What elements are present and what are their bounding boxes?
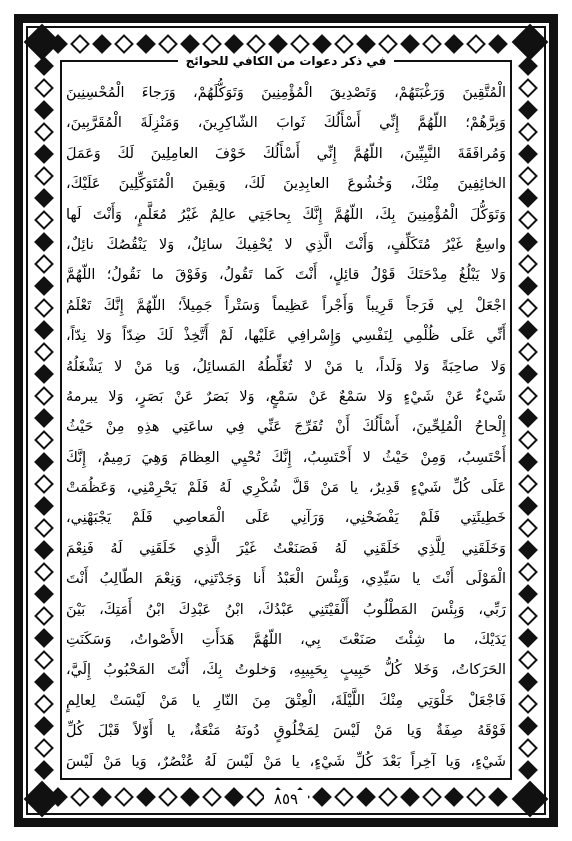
text-line: إِلْحاحُ الْمُلِحِّينَ، أَسْأَلُكَ أَنْ تُفَرِّجَ عَنِّي فِي ساعَتِي هذِهِ مِنْ حَيْثُ [66,419,506,436]
border-ornament [34,320,54,340]
text-line: الْمُتَّقِينَ وَرَغْبَتَهُمْ، وَتَصْدِيقَ الْمُؤْمِنِينَ وَتَوَكُّلَهُمْ، وَرَجاءَ الْمُحْسِنِينَ [66,85,506,101]
text-line: عَلَى كُلِّ شَيْءٍ قَدِيرٌ، يا مَنْ قَلَّ شُكْرِي لَهُ فَلَمْ يَحْرِمْنِي، وَعَظُمَتْ [66,480,506,497]
border-ornament [34,364,54,384]
border-ornament [518,210,538,230]
border-ornament [518,650,538,670]
text-line: شَيْءٌ عَنْ شَيْءٍ وَلا سَمْعٌ عَنْ سَمْعٍ، وَلا بَصَرٌ عَنْ بَصَرٍ، وَلا يبرمهُ [66,388,506,405]
border-ornament [518,430,538,450]
border-ornament [518,452,538,472]
border-ornament [34,760,54,780]
text-line: فَاجْعَلْ خَلْوَتِي مِنْكَ اللَّيْلَةَ، الْعِتْقَ مِنَ النّارِ يا مَنْ لَيْسَتْ لِعالِمٍ [66,692,506,709]
border-ornament [518,584,538,604]
page-number: ٨٥٩ [264,790,308,808]
text-line: خَطِيئَتِي فَلَمْ يَفْضَحْنِي، وَرَآنِي عَلَى الْمَعاصِي فَلَمْ يَجْبَهْنِي، [66,510,506,527]
border-ornament [34,452,54,472]
border-ornament [34,628,54,648]
text-line: اجْعَلْ لِي فَرَجاً قَرِيباً وَأَجْراً عَظِيماً وَسَتْراً جَمِيلاً؛ اللّهُمَّ إِنَّكَ تَعْلَمُ [66,297,506,314]
body-text [66,78,506,778]
border-ornament [34,100,54,120]
text-line: أَنِّي عَلَى ظُلْمِي لِنَفْسِي وَإِسْرافِي عَلَيْها، لَمْ أَتَّخِذْ لَكَ ضِدّاً وَلا نِدّاً، [66,328,506,345]
border-ornament [34,430,54,450]
border-ornament [34,210,54,230]
border-ornament [34,562,54,582]
border-ornament [34,496,54,516]
border-ornament [518,188,538,208]
border-ornament [34,650,54,670]
border-ornament [518,518,538,538]
border-ornament [518,540,538,560]
border-ornament [518,276,538,296]
border-ornament [34,78,54,98]
border-ornament [34,188,54,208]
border-ornament [518,408,538,428]
text-line: وَخَلَقَنِي لِلَّذِي خَلَقَنِي لَهُ فَصَنَعْتُ غَيْرَ الَّذِي خَلَقَنِي لَهُ فَنِعْمَ [66,540,506,557]
border-ornament [34,716,54,736]
border-ornament [518,298,538,318]
border-ornament [518,760,538,780]
text-line: رَبِّي، وَبِئْسَ المَطْلُوبُ أَلْفَيْتَنِي عَبْدُكَ، ابْنُ عَبْدِكَ ابْنُ أَمَتِكَ، بَيْنَ [66,601,506,618]
border-ornament [518,738,538,758]
text-line: وَمُرافَقَةَ النَّبِيِّينَ، اللّهُمَّ إِنِّي أَسْأَلُكَ خَوْفَ العامِلِينَ لَكَ وَعَمَلَ [66,145,506,162]
text-line: وَتَوَكُّلَ الْمُؤْمِنِينَ بِكَ، اللّهُمَّ إِنَّكَ بِحاجَتِي عالِمٌ غَيْرُ مُعَلَّمٍ، وَأَنْتَ لَها [66,206,506,223]
border-ornament [34,232,54,252]
border-ornament [34,408,54,428]
border-ornament [518,672,538,692]
border-ornament [34,144,54,164]
border-ornament [518,78,538,98]
border-ornament [518,254,538,274]
text-line: الخائِفِينَ مِنْكَ، وَخُشُوعَ العابِدِينَ لَكَ، وَيقِينَ الْمُتَوَكِّلِينَ عَلَيْكَ، [66,176,506,193]
text-line: وَلا صاحِبَةً وَلا وَلَداً، يا مَنْ لا تُغَلِّطُهُ المَسائِلُ، وَيا مَنْ لا يَشْغَلُهُ [66,358,506,375]
border-ornament [34,540,54,560]
border-ornament [34,298,54,318]
text-line: الْمَوْلَى أَنْتَ يا سَيِّدِي، وَبِئْسَ الْعَبْدُ أَنا وَجَدْتَنِي، وَنِعْمَ الطّالِبُ أَنْتَ [66,571,506,588]
border-ornament [518,100,538,120]
border-ornament [34,518,54,538]
border-ornament [518,122,538,142]
border-ornament [518,606,538,626]
text-line: شَيْءٍ، وَيا آخِراً بَعْدَ كُلِّ شَيْءٍ، يا مَنْ لَيْسَ لَهُ عُنْصُرٌ، وَيا مَنْ لَيْسَ [66,753,506,770]
text-line: الحَرَكاتُ، وَخَلا كُلُّ حَبِيبٍ بِحَبِيبِهِ، وَخلوتُ بِكَ، أَنْتَ المَحْبُوبُ إِلَيَّ، [66,662,506,679]
border-ornament [34,166,54,186]
border-ornament [518,386,538,406]
border-ornament [518,694,538,714]
text-line: واسِعٌ غَيْرُ مُتَكَلِّفٍ، وَأَنْتَ الَّذِي لا يُحْفِيكَ سائِلٌ، وَلا يَنْقُصُكَ نائِلٌ، [66,236,506,253]
border-ornament [518,342,538,362]
corner-ornament [512,24,549,61]
page-number-container [0,790,572,808]
text-line: يَدَيْكَ، ما شِئْتَ صَنَعْتَ بِي، اللّهُمَّ هَدَأَتِ الأَصْواتُ، وَسَكَنَتِ [66,632,506,649]
border-ornament [34,672,54,692]
text-line: فَوْقَهُ صِفَةٌ وَيا مَنْ لَيْسَ لِمَخْلُوقٍ دُونَهُ مَنْعَةٌ، يا أَوّلاً قَبْلَ كُلِّ [66,723,506,740]
text-line: وَبِرَّهُمْ؛ اللّهُمَّ إِنِّي أَسْأَلُكَ ثَوابَ الشّاكِرِينَ، وَمَنْزِلَةَ الْمُقَرَّبِينَ، [66,115,506,132]
text-line: أَحْتَسِبُ، وَمِنْ حَيْثُ لا أَحْتَسِبُ، إِنَّكَ تُحْيِي العِظامَ وَهِيَ رَمِيمٌ، إِنَّكَ [66,449,506,466]
border-ornament [34,584,54,604]
border-ornament [34,276,54,296]
border-ornament [518,144,538,164]
corner-ornament [24,24,61,61]
header-title: في ذكر دعوات من الكافي للحوائج [178,54,395,68]
border-ornament [518,716,538,736]
border-ornament [34,606,54,626]
border-ornament [518,320,538,340]
border-ornament [518,628,538,648]
border-ornament [518,562,538,582]
border-ornament [518,364,538,384]
text-line: وَلا يَبْلُغُ مِدْحَتَكَ قَوْلُ قائِلٍ، أَنْتَ كَما تَقُولُ، وَفَوْقَ ما نَقُولُ؛ اللّهُمَّ [66,267,506,284]
border-ornament [34,474,54,494]
page-header [64,50,508,76]
border-ornament [34,342,54,362]
border-ornament [34,254,54,274]
border-ornament [518,232,538,252]
border-ornament [518,496,538,516]
border-ornament [34,122,54,142]
border-ornament [34,738,54,758]
border-ornament [518,166,538,186]
border-ornament [34,694,54,714]
border-ornament [34,56,54,76]
border-ornament [518,474,538,494]
border-ornament [34,386,54,406]
